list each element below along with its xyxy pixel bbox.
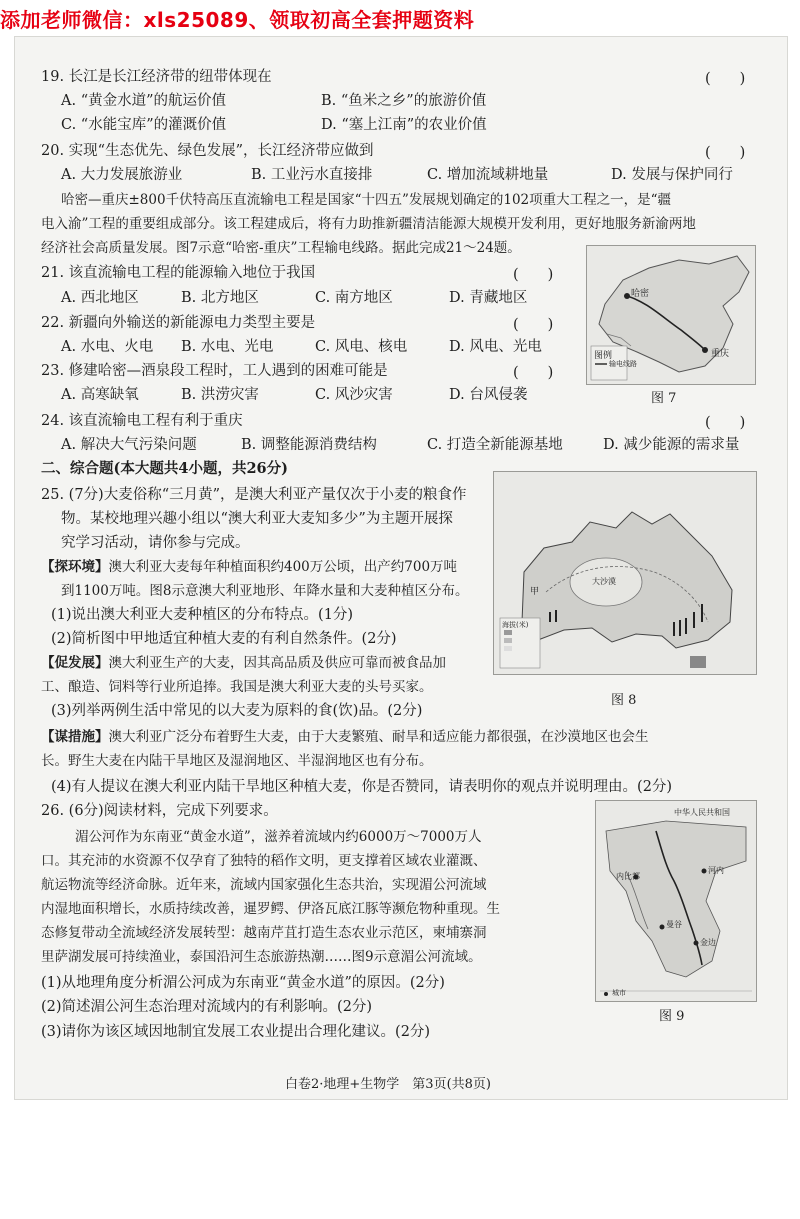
figure-9-map (595, 800, 757, 1002)
q25-line1: 25. (7分)大麦俗称“三月黄”，是澳大利亚产量仅次于小麦的粮食作 (41, 487, 467, 503)
q25-line3: 究学习活动，请你参与完成。 (61, 535, 250, 551)
q20-answer-paren: ( ) (705, 145, 746, 161)
figure-9-caption: 图 9 (659, 1009, 685, 1024)
q26-body-line1: 湄公河作为东南亚“黄金水道”，滋养着流域内约6000万～7000万人 (75, 829, 482, 845)
q23-stem: 23. 修建哈密—酒泉段工程时，工人遇到的困难可能是 (41, 363, 388, 379)
q25-sub2: (2)简析图中甲地适宜种植大麦的有利自然条件。(2分) (51, 631, 397, 647)
fig7-legend-line: 输电线路 (609, 360, 637, 368)
promo-banner: 添加老师微信：xls25089、领取初高全套押题资料 (0, 8, 475, 32)
q24-option-a: A. 解决大气污染问题 (61, 437, 197, 453)
fig9-label-bangkok: 曼谷 (666, 920, 682, 929)
q25-promote-line1: 澳大利亚生产的大麦，因其高品质及供应可靠而被食品加 (108, 655, 446, 671)
q20-stem: 20. 实现“生态优先、绿色发展”，长江经济带应做到 (41, 143, 374, 159)
fig8-label-desert: 大沙漠 (592, 577, 616, 586)
q24-stem: 24. 该直流输电工程有利于重庆 (41, 413, 243, 429)
fig9-label-hanoi: 河内 (708, 866, 724, 875)
q22-option-d: D. 风电、光电 (449, 339, 542, 355)
q19-stem: 19. 长江是长江经济带的纽带体现在 (41, 69, 272, 85)
q25-line2: 物。某校地理兴趣小组以“澳大利亚大麦知多少”为主题开展探 (61, 511, 453, 527)
fig7-label-hami: 哈密 (631, 289, 650, 299)
q25-measure-tag: 【谋措施】 (41, 729, 109, 745)
q23-option-b: B. 洪涝灾害 (181, 387, 259, 403)
q25-explore-line1: 澳大利亚大麦每年种植面积约400万公顷，出产约700万吨 (108, 559, 458, 575)
page-footer: 白卷2·地理+生物学 第3页(共8页) (285, 1077, 491, 1092)
q25-explore-tag: 【探环境】 (41, 559, 109, 575)
q26-sub2: (2)简述湄公河生态治理对流域内的有利影响。(2分) (41, 999, 373, 1015)
q24-answer-paren: ( ) (705, 415, 746, 431)
exam-page (14, 36, 788, 1100)
q25-sub1: (1)说出澳大利亚大麦种植区的分布特点。(1分) (51, 607, 354, 623)
fig9-legend-city: 城市 (612, 989, 626, 997)
q25-measure-line2: 长。野生大麦在内陆干旱地区及湿润地区、半湿润地区也有分布。 (41, 753, 433, 769)
fig9-title: 中华人民共和国 (674, 808, 730, 817)
q26-sub1: (1)从地理角度分析湄公河成为东南亚“黄金水道”的原因。(2分) (41, 975, 445, 991)
q24-option-c: C. 打造全新能源基地 (427, 437, 563, 453)
q19-option-d: D. “塞上江南”的农业价值 (321, 117, 487, 133)
intro-21-line2: 电入渝”工程的重要组成部分。该工程建成后，将有力助推新疆清洁能源大规模开发利用，更好地服务新渝两地 (41, 216, 696, 232)
q25-sub4: (4)有人提议在澳大利亚内陆干旱地区种植大麦，你是否赞同，请表明你的观点并说明理由。(2分) (51, 779, 673, 795)
q25-sub3: (3)列举两例生活中常见的以大麦为原料的食(饮)品。(2分) (51, 703, 423, 719)
q19-option-b: B. “鱼米之乡”的旅游价值 (321, 93, 487, 109)
fig9-label-phnompenh: 金边 (700, 938, 716, 947)
mekong-map-graphic (596, 801, 756, 1001)
q25-explore-line2: 到1100万吨。图8示意澳大利亚地形、年降水量和大麦种植区分布。 (61, 583, 469, 599)
q24-option-b: B. 调整能源消费结构 (241, 437, 377, 453)
q24-option-d: D. 减少能源的需求量 (603, 437, 740, 453)
q21-answer-paren: ( ) (513, 267, 554, 283)
fig8-label-jia: 甲 (530, 587, 540, 597)
q23-option-a: A. 高寒缺氧 (61, 387, 139, 403)
q26-sub3: (3)请你为该区域因地制宜发展工农业提出合理化建议。(2分) (41, 1024, 431, 1040)
australia-map-graphic (494, 472, 756, 674)
q20-option-d: D. 发展与保护同行 (611, 167, 733, 183)
q22-answer-paren: ( ) (513, 317, 554, 333)
intro-21-line3: 经济社会高质量发展。图7示意“哈密-重庆”工程输电线路。据此完成21～24题。 (41, 240, 521, 256)
q19-option-a: A. “黄金水道”的航运价值 (61, 93, 227, 109)
figure-7-map (586, 245, 756, 385)
fig7-legend-title: 图例 (594, 351, 613, 361)
q21-stem: 21. 该直流输电工程的能源输入地位于我国 (41, 265, 316, 281)
q26-body-line3: 航运物流等经济命脉。近年来，流域内国家强化生态共治，实现湄公河流域 (41, 877, 487, 893)
figure-8-caption: 图 8 (611, 693, 637, 708)
q26-body-line5: 态修复带动全流域经济发展转型：越南芹苴打造生态农业示范区，柬埔寨洞 (41, 925, 487, 941)
q25-measure-line1: 澳大利亚广泛分布着野生大麦，由于大麦繁殖、耐旱和适应能力都很强，在沙漠地区也会生 (108, 729, 649, 745)
q22-option-b: B. 水电、光电 (181, 339, 274, 355)
q20-option-c: C. 增加流域耕地量 (427, 167, 549, 183)
q21-option-a: A. 西北地区 (61, 290, 139, 306)
fig9-label-naypyidaw: 内比都 (616, 872, 640, 881)
q23-option-d: D. 台风侵袭 (449, 387, 528, 403)
q20-option-b: B. 工业污水直接排 (251, 167, 373, 183)
q22-option-c: C. 风电、核电 (315, 339, 408, 355)
q19-answer-paren: ( ) (705, 71, 746, 87)
q23-answer-paren: ( ) (513, 365, 554, 381)
q19-option-c: C. “水能宝库”的灌溉价值 (61, 117, 227, 133)
q26-heading: 26. (6分)阅读材料，完成下列要求。 (41, 803, 278, 819)
q26-body-line4: 内湿地面积增长，水质持续改善，暹罗鳄、伊洛瓦底江豚等濒危物种重现。生 (41, 901, 500, 917)
q26-body-line6: 里萨湖发展可持续渔业，泰国沿河生态旅游热潮……图9示意湄公河流域。 (41, 949, 482, 965)
q20-option-a: A. 大力发展旅游业 (61, 167, 183, 183)
q25-promote-tag: 【促发展】 (41, 655, 109, 671)
q23-option-c: C. 风沙灾害 (315, 387, 393, 403)
q22-option-a: A. 水电、火电 (61, 339, 154, 355)
q22-stem: 22. 新疆向外输送的新能源电力类型主要是 (41, 315, 316, 331)
q21-option-b: B. 北方地区 (181, 290, 259, 306)
q26-body-line2: 口。其充沛的水资源不仅孕育了独特的稻作文明，更支撑着区域农业灌溉、 (41, 853, 487, 869)
intro-21-line1: 哈密—重庆±800千伏特高压直流输电工程是国家“十四五”发展规划确定的102项重大工程之一，是“疆 (61, 192, 672, 208)
q25-promote-line2: 工、酿造、饲料等行业所追捧。我国是澳大利亚大麦的头号买家。 (41, 679, 433, 695)
figure-7-caption: 图 7 (651, 391, 677, 406)
fig8-legend-title: 海拔(米) (502, 621, 529, 629)
q21-option-c: C. 南方地区 (315, 290, 393, 306)
figure-8-map (493, 471, 757, 675)
q21-option-d: D. 青藏地区 (449, 290, 528, 306)
section-2-heading: 二、综合题(本大题共4小题，共26分) (41, 460, 288, 477)
fig7-label-chongqing: 重庆 (711, 349, 730, 359)
